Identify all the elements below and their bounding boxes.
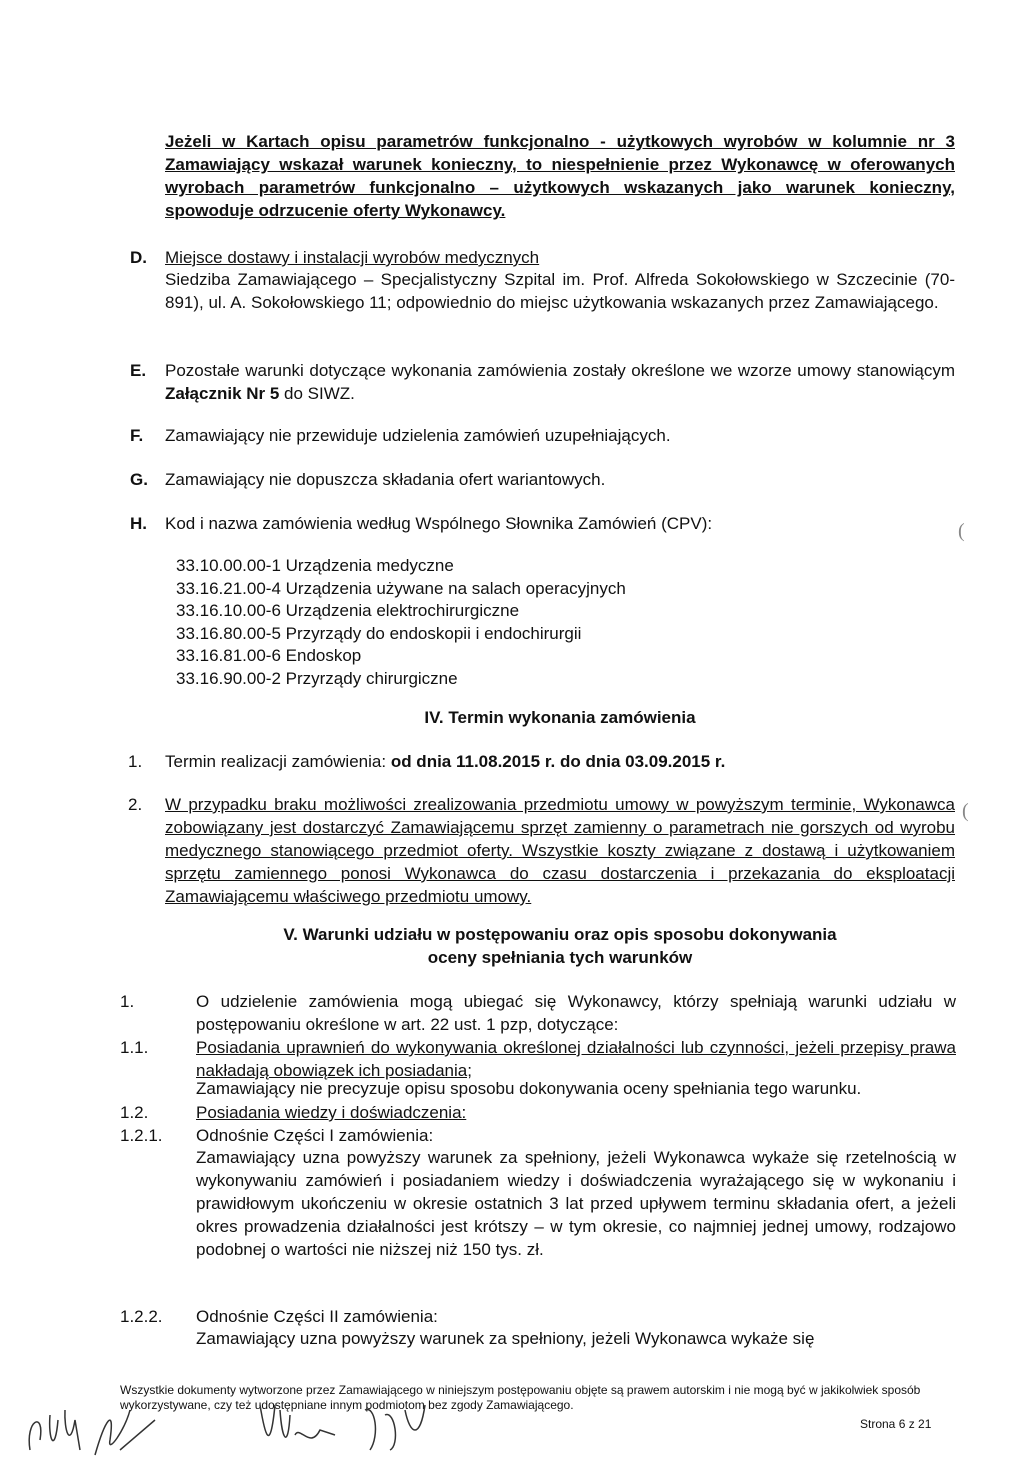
cpv-item: 33.16.90.00-2 Przyrządy chirurgiczne [176, 668, 458, 688]
scan-mark: ( [958, 520, 965, 542]
section-f-letter: F. [130, 426, 144, 445]
v-item-1-2-text: Posiadania wiedzy i doświadczenia: [196, 1103, 467, 1122]
iv-item-1-text: Termin realizacji zamówienia: od dnia 11.08.2015 r. do dnia 03.09.2015 r. [165, 752, 726, 771]
page-number: Strona 6 z 21 [860, 1417, 932, 1431]
scan-mark: ( [962, 800, 969, 822]
cpv-item: 33.16.80.00-5 Przyrządy do endoskopii i endochirurgii [176, 623, 582, 643]
iv-item-2-number: 2. [128, 795, 143, 814]
section-g-text: Zamawiający nie dopuszcza składania ofert wariantowych. [165, 470, 606, 489]
signature-initials-4 [355, 1395, 445, 1460]
section-g-letter: G. [130, 470, 148, 489]
v-item-1-2-2-number: 1.2.2. [120, 1307, 163, 1326]
section-f-text: Zamawiający nie przewiduje udzielenia zamówień uzupełniających. [165, 426, 671, 445]
section-v-heading-line-2: oceny spełniania tych warunków [427, 948, 693, 967]
section-h-letter: H. [130, 514, 147, 533]
iv-item-2-text: W przypadku braku możliwości zrealizowania przedmiotu umowy w powyższym terminie, Wykonawca zobowiązany jest dostarczyć Zamawiającemu sprzęt zamienny o parametrach nie gorszych od wyrobu medycznego stanowiącego przedmiot oferty. Wszystkie koszty związane z dostawą i użytkowaniem sprzętu zamiennego ponosi Wykonawca do czasu dostarczenia i przekazania do eksploatacji Zamawiającemu właściwego przedmiotu umowy. [165, 795, 955, 906]
section-d-letter: D. [130, 248, 147, 267]
cpv-list [176, 555, 626, 691]
section-v-heading-line-1: V. Warunki udziału w postępowaniu oraz opis sposobu dokonywania [283, 925, 837, 944]
section-h-text: Kod i nazwa zamówienia według Wspólnego Słownika Zamówień (CPV): [165, 514, 713, 533]
section-d-text: Siedziba Zamawiającego – Specjalistyczny Szpital im. Prof. Alfreda Sokołowskiego w Szczecinie (70-891), ul. A. Sokołowskiego 11; odpowiednio do miejsc użytkowania wskazanych przez Zamawiającego. [165, 270, 955, 312]
v-item-1-2-2-title: Odnośnie Części II zamówienia: [196, 1307, 438, 1326]
v-item-1-2-number: 1.2. [120, 1103, 149, 1122]
intro-paragraph: Jeżeli w Kartach opisu parametrów funkcjonalno - użytkowych wyrobów w kolumnie nr 3 Zamawiający wskazał warunek konieczny, to niespełnienie przez Wykonawcę w oferowanych wyrobach parametrów funkcjonalno – użytkowych wskazanych jako warunek konieczny, spowoduje odrzucenie oferty Wykonawcy. [165, 132, 955, 220]
footer-copyright-note: Wszystkie dokumenty wytworzone przez Zamawiającego w niniejszym postępowaniu objęte są prawem autorskim i nie mogą być w jakikolwiek sposób wykorzystywane, czy też udostępniane innym podmiotom bez zgody Zamawiającego. [120, 1383, 921, 1412]
section-e-letter: E. [130, 361, 147, 380]
v-item-1-1-text: Posiadania uprawnień do wykonywania określonej działalności lub czynności, jeżeli przepisy prawa nakładają obowiązek ich posiadania; [196, 1038, 956, 1080]
cpv-item: 33.10.00.00-1 Urządzenia medyczne [176, 556, 454, 575]
cpv-item: 33.16.21.00-4 Urządzenia używane na salach operacyjnych [176, 578, 626, 598]
v-item-1-1-note: Zamawiający nie precyzuje opisu sposobu dokonywania oceny spełniania tego warunku. [196, 1079, 862, 1098]
section-d-title: Miejsce dostawy i instalacji wyrobów medycznych [165, 248, 540, 267]
cpv-item: 33.16.81.00-6 Endoskop [176, 646, 362, 666]
signature-initials-2 [85, 1400, 175, 1460]
signature-initials-3 [250, 1395, 350, 1460]
v-item-1-2-1-text: Zamawiający uzna powyższy warunek za spełniony, jeżeli Wykonawca wykaże się rzetelnością w wykonywaniu zamówień i posiadaniem wiedzy i doświadczenia wyrażającego się w wykonaniu i prawidłowym ukończeniu w okresie ostatnich 3 lat przed upływem terminu składania ofert, a jeżeli okres prowadzenia działalności jest krótszy – w tym okresie, co najmniej jednej umowy, rodzajowo podobnej o wartości nie niższej niż 150 tys. zł. [196, 1148, 956, 1259]
iv-item-1-number: 1. [128, 752, 143, 771]
v-item-1-number: 1. [120, 992, 135, 1011]
section-e-text: Pozostałe warunki dotyczące wykonania zamówienia zostały określone we wzorze umowy stanowiącym Załącznik Nr 5 do SIWZ. [165, 361, 955, 403]
v-item-1-2-2-text: Zamawiający uzna powyższy warunek za spełniony, jeżeli Wykonawca wykaże się [196, 1329, 815, 1348]
section-iv-heading: IV. Termin wykonania zamówienia [424, 708, 696, 727]
cpv-item: 33.16.10.00-6 Urządzenia elektrochirurgiczne [176, 601, 520, 621]
v-item-1-2-1-number: 1.2.1. [120, 1126, 163, 1145]
v-item-1-text: O udzielenie zamówienia mogą ubiegać się Wykonawcy, którzy spełniają warunki udziału w postępowaniu określone w art. 22 ust. 1 pzp, dotyczące: [196, 992, 956, 1034]
v-item-1-2-1-title: Odnośnie Części I zamówienia: [196, 1126, 434, 1145]
v-item-1-1-number: 1.1. [120, 1038, 149, 1057]
